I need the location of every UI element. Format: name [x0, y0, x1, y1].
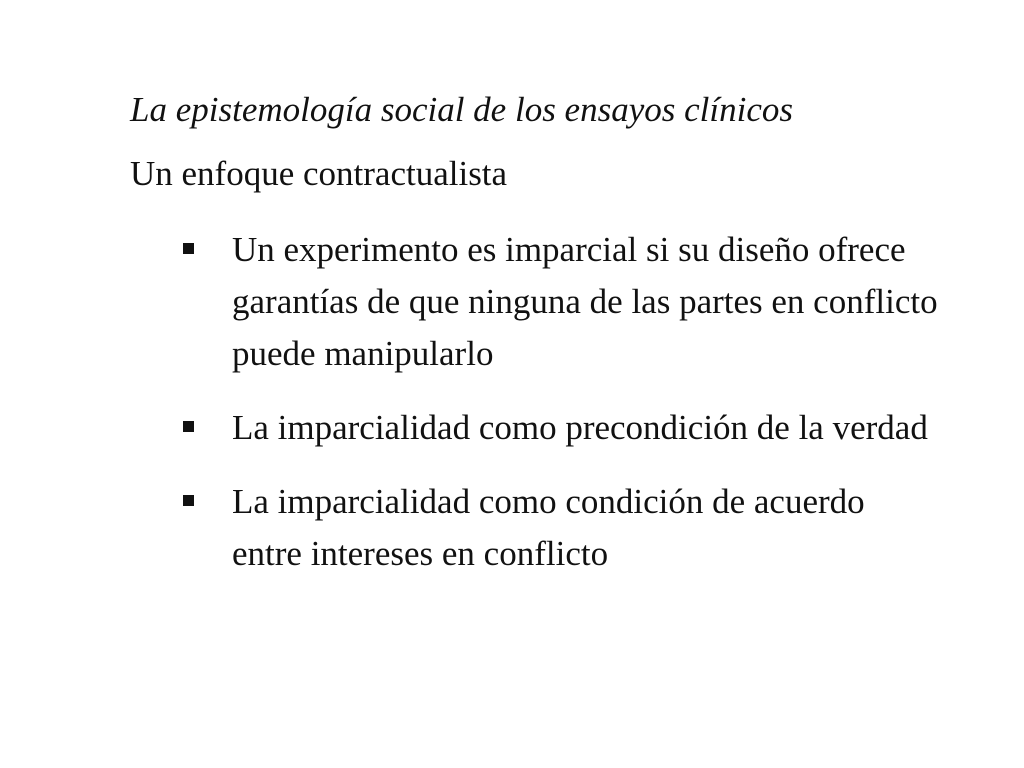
- bullet-text: La imparcialidad como precondición de la verdad: [232, 408, 928, 447]
- slide-title: La epistemología social de los ensayos clínicos: [130, 90, 793, 129]
- square-bullet-icon: [183, 495, 194, 506]
- bullet-item: [180, 224, 940, 380]
- bullet-item: [180, 476, 940, 580]
- bullet-text: Un experimento es imparcial si su diseño ofrece garantías de que ninguna de las partes en conflicto puede manipularlo: [232, 230, 938, 373]
- bullet-text: La imparcialidad como condición de acuerdo entre intereses en conflicto: [232, 482, 865, 573]
- bullet-list: [180, 224, 940, 602]
- square-bullet-icon: [183, 421, 194, 432]
- square-bullet-icon: [183, 243, 194, 254]
- bullet-item: [180, 402, 940, 454]
- slide-subtitle: Un enfoque contractualista: [130, 154, 508, 193]
